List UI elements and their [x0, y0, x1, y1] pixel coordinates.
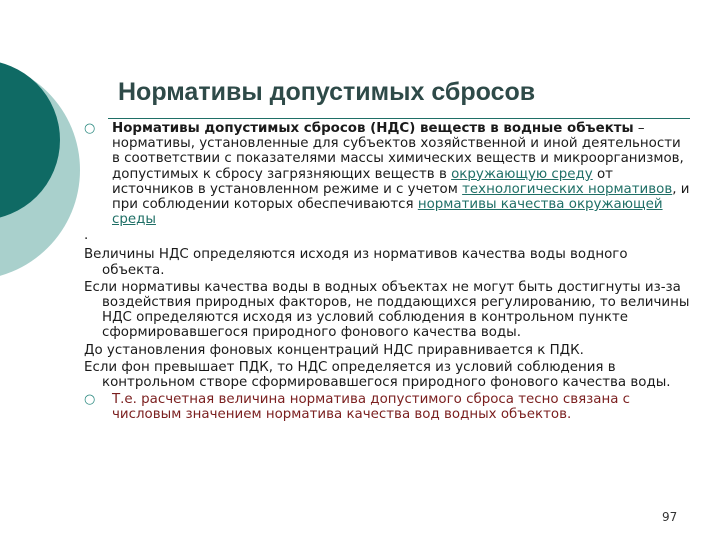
- link-environment[interactable]: окружающую среду: [451, 166, 593, 182]
- bullet-paragraph-2: [84, 392, 690, 422]
- definition-text-3: , и при соблюдении которых обеспечиваются: [112, 181, 690, 213]
- bullet-marker: ○: [84, 392, 96, 408]
- paragraph-3: До установления фоновых концентраций НДС приравнивается к ПДК.: [84, 342, 584, 358]
- paragraph-2: Если нормативы качества воды в водных объектах не могут быть достигнуты из-за воздействия природных факторов, не поддающихся регулированию, то величины НДС определяются исходя из условий соблюдения в контрольном пункте сформировавшегося природного фонового качества воды.: [84, 279, 690, 341]
- paragraph-4: Если фон превышает ПДК, то НДС определяется из условий соблюдения в контрольном створе сформировавшегося природного фонового качества воды.: [84, 359, 671, 391]
- bullet-marker: ○: [84, 121, 96, 136]
- stray-dot: .: [84, 228, 89, 244]
- definition-text-1: – нормативы, установленные для субъектов хозяйственной и иной деятельности в соответствии с показателями массы химических веществ и микроорганизмов, допустимых к сбросу загрязняющих веществ в: [112, 121, 684, 182]
- page-number: 97: [662, 510, 678, 524]
- title-underline: [108, 118, 690, 119]
- bullet-paragraph-1: [84, 121, 690, 227]
- definition-text-2: от источников в установленном режиме и с учетом: [112, 166, 613, 197]
- paragraph-1: Величины НДС определяются исходя из нормативов качества воды водного объекта.: [84, 247, 628, 278]
- ndc-term: Нормативы допустимых сбросов (НДС) веществ в водные объекты: [112, 121, 634, 136]
- slide-content: [84, 121, 690, 423]
- conclusion-text: Т.е. расчетная величина норматива допустимого сброса тесно связана с числовым значением норматива качества вод водных объектов.: [112, 392, 631, 423]
- link-tech-norms[interactable]: технологических нормативов: [462, 181, 673, 197]
- link-env-quality-norms[interactable]: нормативы качества окружающей среды: [112, 197, 663, 228]
- page-title: Нормативы допустимых сбросов: [118, 78, 536, 106]
